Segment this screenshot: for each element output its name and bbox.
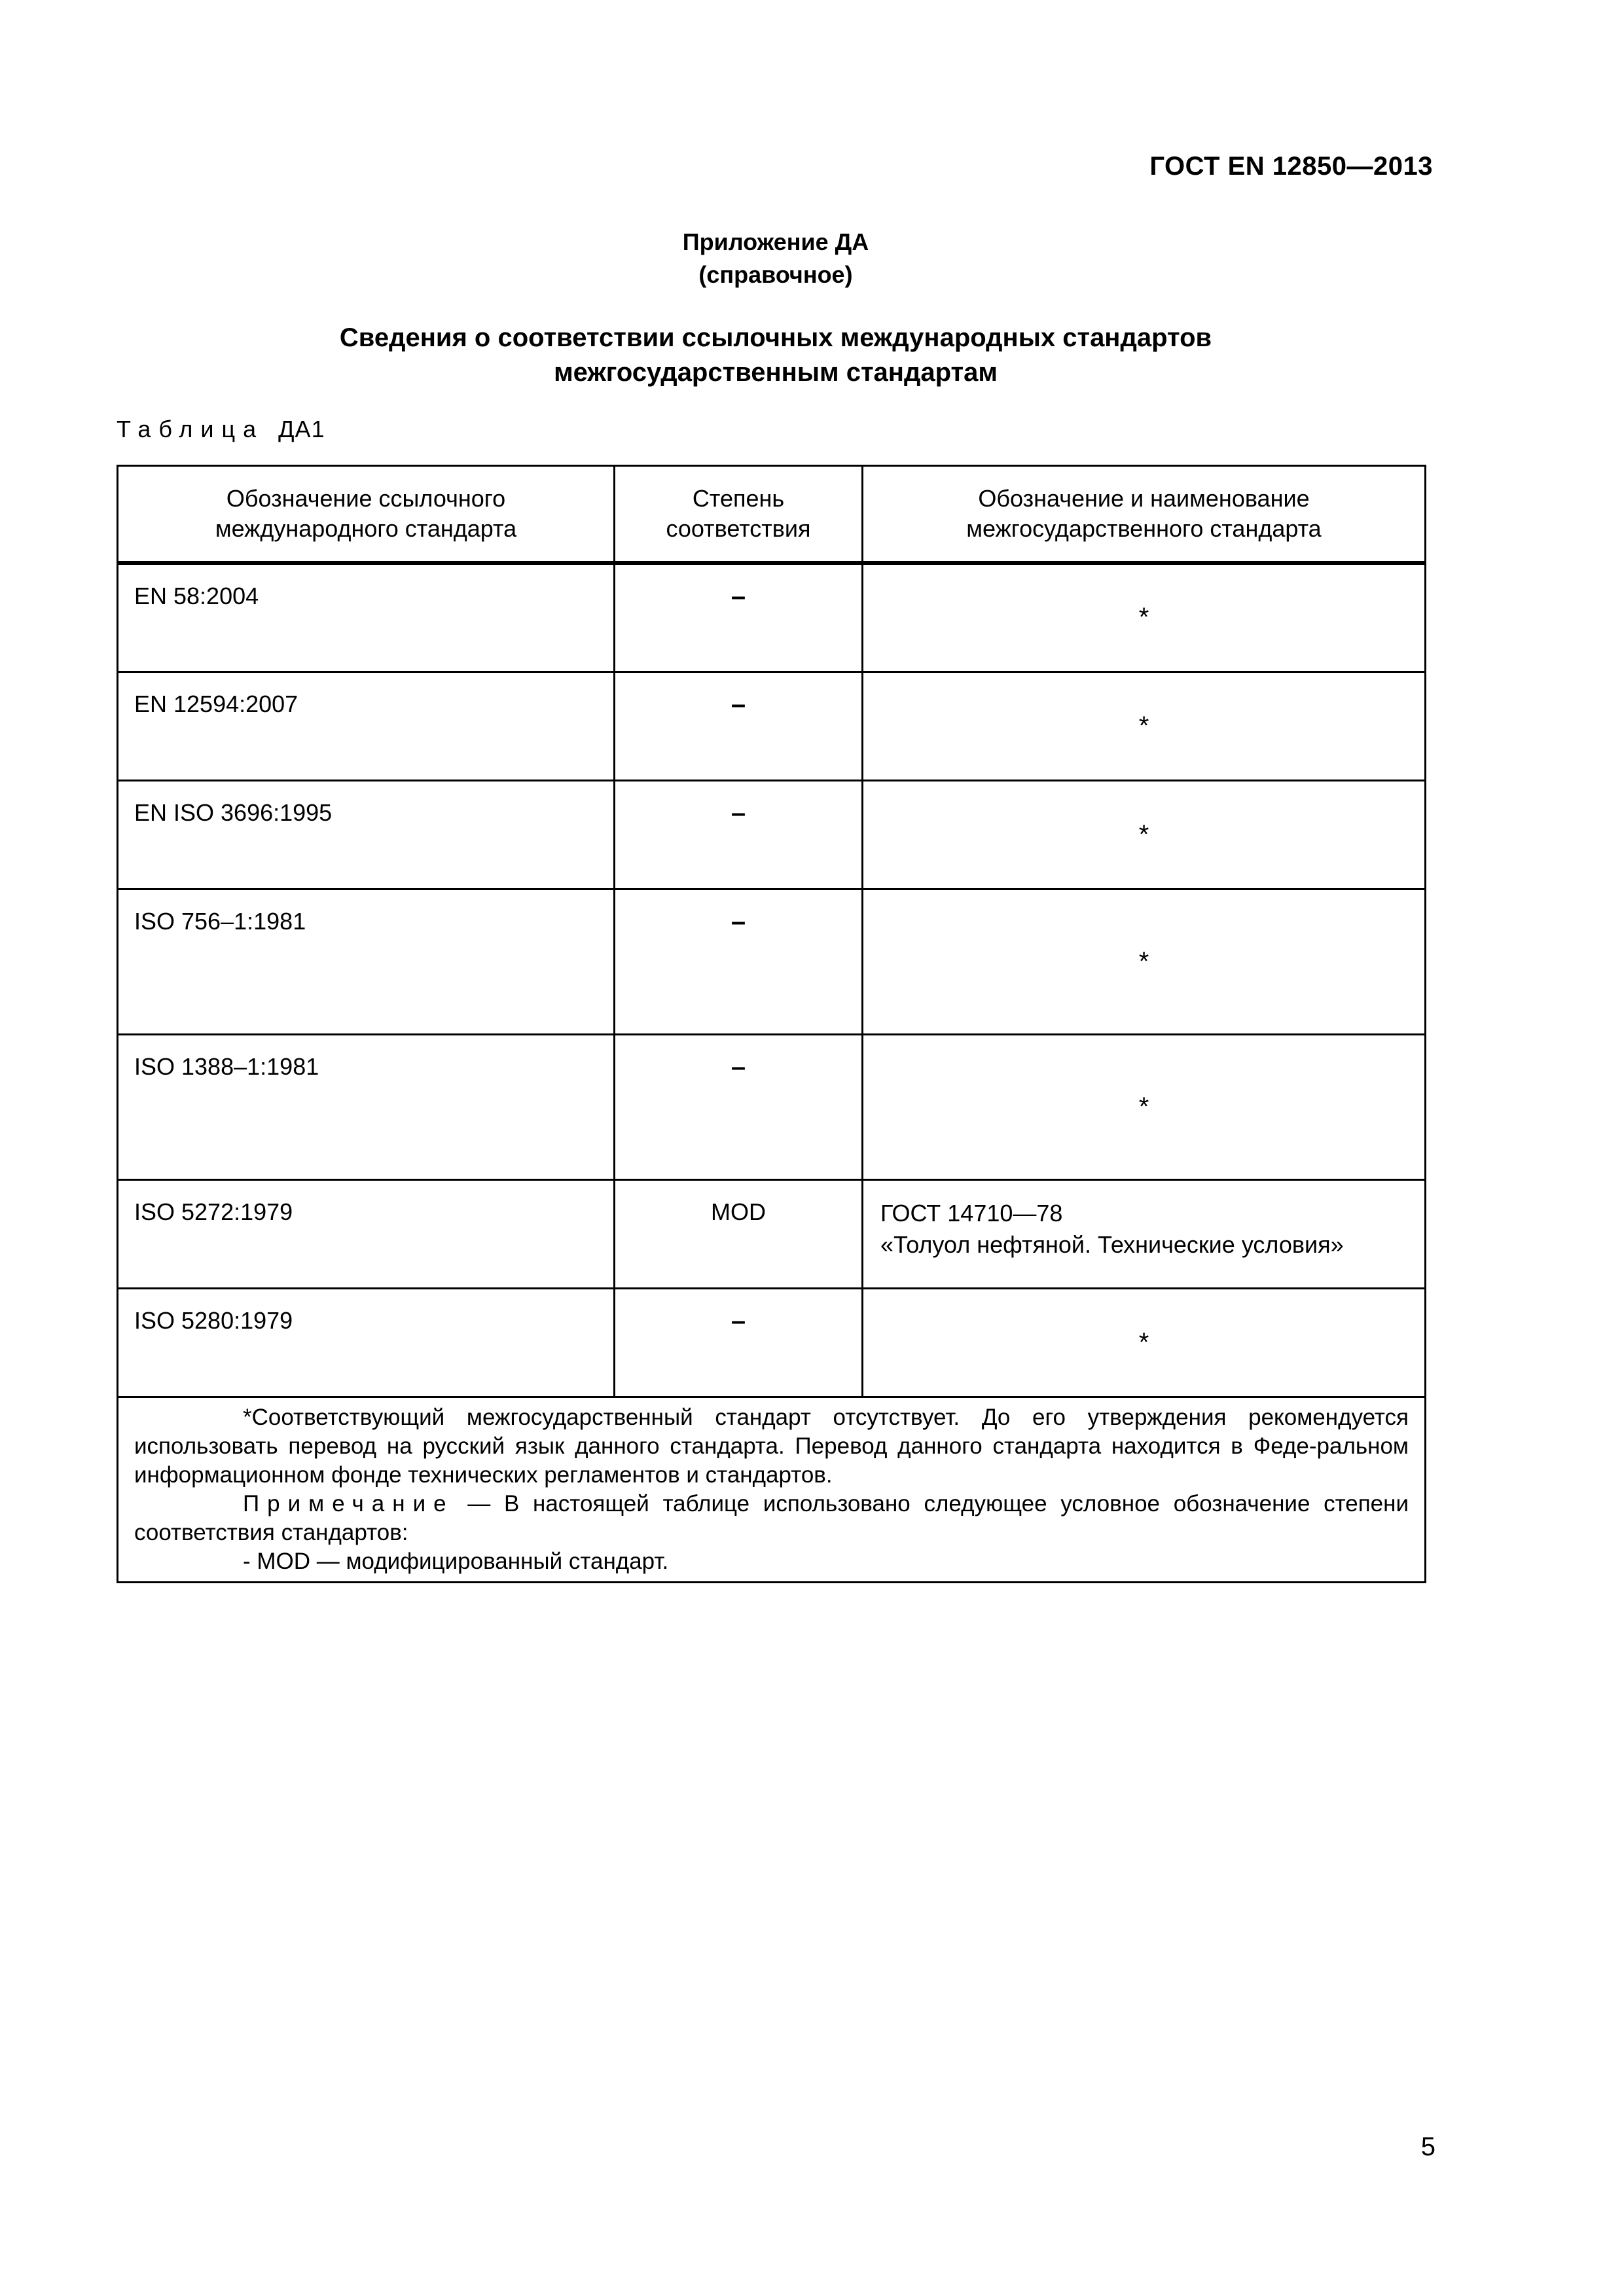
standard-cell: ISO 1388–1:1981	[118, 1034, 615, 1179]
degree-cell	[615, 563, 863, 672]
correspondence-table	[117, 465, 1426, 1583]
degree-value: –	[731, 906, 746, 936]
gost-cell	[863, 1179, 1426, 1288]
standard-cell: ISO 756–1:1981	[118, 889, 615, 1034]
table-note-cell	[118, 1397, 1426, 1582]
column-header-line: межгосударственного стандарта	[966, 515, 1322, 542]
degree-cell: MOD	[615, 1179, 863, 1288]
table-row	[118, 1034, 1426, 1179]
degree-cell	[615, 889, 863, 1034]
annex-heading	[0, 226, 1551, 291]
section-title-line-1: Сведения о соответствии ссылочных международных стандартов	[339, 323, 1212, 352]
footnote: *Соответствующий межгосударственный стандарт отсутствует. До его утверждения рекомендуется использовать перевод на русский язык данного стандарта. Перевод данного стандарта находится в Феде-ральном информационном фонде технических регламентов и стандартов.	[134, 1404, 1409, 1488]
gost-name: «Толуол нефтяной. Технические условия»	[880, 1230, 1344, 1258]
annex-title: Приложение ДА	[682, 228, 869, 255]
degree-cell	[615, 672, 863, 780]
note	[134, 1490, 1409, 1547]
standard-cell: EN 12594:2007	[118, 672, 615, 780]
column-header-degree	[615, 466, 863, 564]
degree-cell	[615, 1288, 863, 1397]
degree-value: –	[731, 1052, 746, 1081]
section-title	[0, 321, 1551, 390]
table-row	[118, 889, 1426, 1034]
gost-cell: *	[863, 672, 1426, 780]
column-header-line: Обозначение ссылочного	[226, 485, 506, 512]
column-header-interstate-standard	[863, 466, 1426, 564]
document-code: ГОСТ EN 12850—2013	[1149, 152, 1433, 181]
table-row	[118, 1288, 1426, 1397]
standard-cell: ISO 5280:1979	[118, 1288, 615, 1397]
gost-cell: *	[863, 1288, 1426, 1397]
gost-cell: *	[863, 780, 1426, 889]
degree-value: –	[731, 582, 746, 611]
column-header-line: Обозначение и наименование	[978, 485, 1310, 512]
column-header-line: Степень	[692, 485, 785, 512]
table-caption-prefix: Таблица	[117, 416, 264, 442]
column-header-international-standard	[118, 466, 615, 564]
annex-subtitle: (справочное)	[698, 261, 853, 288]
column-header-line: международного стандарта	[215, 515, 517, 542]
degree-value: –	[731, 1306, 746, 1335]
gost-code: ГОСТ 14710—78	[880, 1199, 1063, 1227]
standard-cell: ISO 5272:1979	[118, 1179, 615, 1288]
degree-value: –	[731, 689, 746, 719]
gost-cell: *	[863, 1034, 1426, 1179]
degree-cell	[615, 780, 863, 889]
standard-cell: EN 58:2004	[118, 563, 615, 672]
table-note-row	[118, 1397, 1426, 1582]
note-text: — В настоящей таблице использовано следующее условное обозначение степени соответствия стандартов:	[134, 1490, 1409, 1545]
degree-value: –	[731, 798, 746, 827]
table-row	[118, 672, 1426, 780]
table-row	[118, 1179, 1426, 1288]
table-header-row	[118, 466, 1426, 564]
note-label: Примечание	[243, 1490, 454, 1516]
table-caption-number: ДА1	[278, 416, 325, 442]
table-caption	[117, 416, 325, 443]
table-row	[118, 780, 1426, 889]
column-header-line: соответствия	[666, 515, 811, 542]
table-row	[118, 563, 1426, 672]
note-item: - MOD — модифицированный стандарт.	[243, 1548, 669, 1574]
gost-cell: *	[863, 563, 1426, 672]
page-number: 5	[1420, 2132, 1435, 2161]
gost-cell: *	[863, 889, 1426, 1034]
section-title-line-2: межгосударственным стандартам	[554, 358, 998, 387]
standard-cell: EN ISO 3696:1995	[118, 780, 615, 889]
degree-cell	[615, 1034, 863, 1179]
